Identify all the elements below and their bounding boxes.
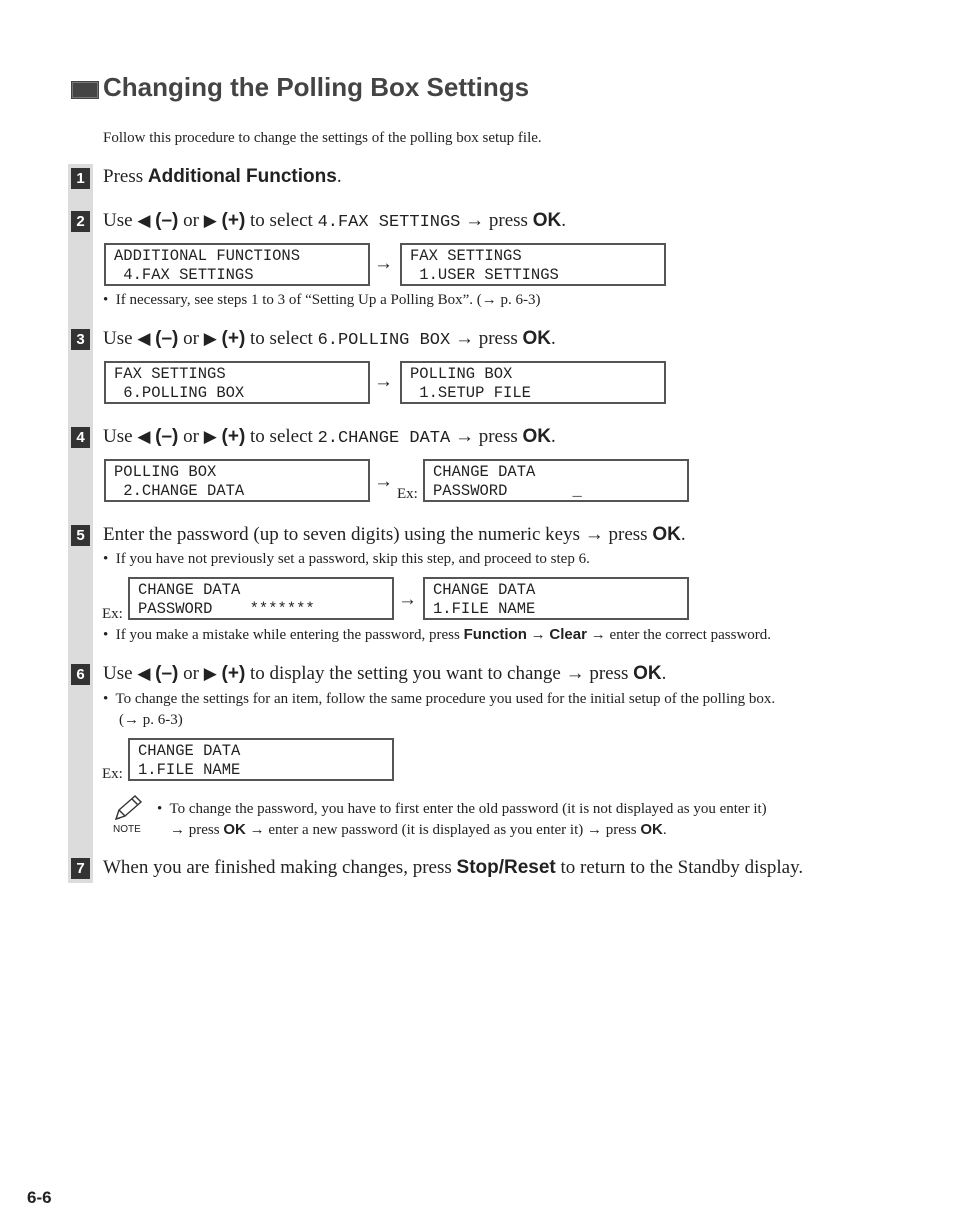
step-1-instruction: Press Additional Functions. bbox=[103, 166, 342, 187]
arrow-icon: → bbox=[374, 371, 393, 392]
lcd-display: FAX SETTINGS 1.USER SETTINGS bbox=[400, 243, 666, 286]
step-number-6: 6 bbox=[71, 664, 90, 685]
step-number-3: 3 bbox=[71, 329, 90, 350]
lcd-display: POLLING BOX 1.SETUP FILE bbox=[400, 361, 666, 404]
key-ok: OK bbox=[223, 821, 246, 838]
key-ok: OK bbox=[532, 210, 562, 231]
step-6-note-continued: (→ p. 6-3) bbox=[119, 712, 183, 728]
example-label: Ex: bbox=[102, 766, 123, 782]
step-2-instruction: Use ◀ (–) or ▶ (+) to select 4.FAX SETTINGS → press OK. bbox=[103, 210, 566, 232]
lcd-display: ADDITIONAL FUNCTIONS 4.FAX SETTINGS bbox=[104, 243, 370, 286]
menu-code: 2.CHANGE DATA bbox=[317, 429, 451, 448]
intro-text: Follow this procedure to change the settings of the polling box setup file. bbox=[103, 130, 542, 146]
triangle-left-icon: ◀ bbox=[137, 211, 151, 231]
menu-code: 4.FAX SETTINGS bbox=[317, 213, 461, 232]
triangle-right-icon: ▶ bbox=[203, 211, 217, 231]
key-function: Function bbox=[463, 626, 527, 643]
step-number-5: 5 bbox=[71, 525, 90, 546]
lcd-display: FAX SETTINGS 6.POLLING BOX bbox=[104, 361, 370, 404]
pencil-icon bbox=[110, 793, 144, 825]
example-label: Ex: bbox=[397, 486, 418, 502]
triangle-right-icon: ▶ bbox=[203, 329, 217, 349]
step-5-note-2: • If you make a mistake while entering the password, press Function → Clear → enter the correct password. bbox=[103, 626, 772, 643]
step-4-instruction: Use ◀ (–) or ▶ (+) to select 2.CHANGE DATA → press OK. bbox=[103, 426, 556, 448]
step-number-1: 1 bbox=[71, 168, 90, 189]
steps-sidebar bbox=[68, 164, 93, 883]
step-number-4: 4 bbox=[71, 427, 90, 448]
triangle-left-icon: ◀ bbox=[137, 427, 151, 447]
step-5-note-1: • If you have not previously set a password, skip this step, and proceed to step 6. bbox=[103, 551, 590, 567]
page-number: 6-6 bbox=[27, 1188, 52, 1207]
key-additional-functions: Additional Functions bbox=[147, 166, 337, 187]
step-5-instruction: Enter the password (up to seven digits) using the numeric keys → press OK. bbox=[103, 524, 686, 545]
step-6-instruction: Use ◀ (–) or ▶ (+) to display the setting you want to change → press OK. bbox=[103, 663, 667, 684]
triangle-right-icon: ▶ bbox=[203, 427, 217, 447]
lcd-display: CHANGE DATA PASSWORD ******* bbox=[128, 577, 394, 620]
key-ok: OK bbox=[652, 524, 681, 545]
triangle-left-icon: ◀ bbox=[137, 329, 151, 349]
key-clear: Clear bbox=[549, 626, 587, 643]
triangle-right-icon: ▶ bbox=[203, 664, 217, 684]
step-3-instruction: Use ◀ (–) or ▶ (+) to select 6.POLLING BOX → press OK. bbox=[103, 328, 556, 350]
key-ok: OK bbox=[640, 821, 663, 838]
note-label: NOTE bbox=[113, 824, 141, 835]
key-ok: OK bbox=[633, 663, 662, 684]
note-text-line-1: • To change the password, you have to first enter the old password (it is not displayed as you enter it) bbox=[157, 801, 767, 817]
note-text-line-2: → press OK → enter a new password (it is displayed as you enter it) → press OK. bbox=[170, 821, 667, 838]
arrow-icon: → bbox=[374, 471, 393, 492]
key-ok: OK bbox=[522, 328, 551, 349]
arrow-icon: → bbox=[398, 589, 417, 610]
lcd-display: CHANGE DATA 1.FILE NAME bbox=[423, 577, 689, 620]
menu-code: 6.POLLING BOX bbox=[317, 331, 451, 350]
triangle-left-icon: ◀ bbox=[137, 664, 151, 684]
step-6-note: • To change the settings for an item, follow the same procedure you used for the initial setup of the polling box. bbox=[103, 691, 776, 707]
arrow-icon: → bbox=[374, 253, 393, 274]
step-number-2: 2 bbox=[71, 211, 90, 232]
lcd-display: CHANGE DATA PASSWORD _ bbox=[423, 459, 689, 502]
lcd-display: CHANGE DATA 1.FILE NAME bbox=[128, 738, 394, 781]
step-number-7: 7 bbox=[71, 858, 90, 879]
lcd-display: POLLING BOX 2.CHANGE DATA bbox=[104, 459, 370, 502]
section-marker-icon bbox=[71, 81, 99, 99]
key-ok: OK bbox=[522, 426, 551, 447]
step-2-note: • If necessary, see steps 1 to 3 of “Setting Up a Polling Box”. (→ p. 6-3) bbox=[103, 292, 541, 308]
page-title: Changing the Polling Box Settings bbox=[103, 72, 530, 102]
example-label: Ex: bbox=[102, 606, 123, 622]
step-7-instruction: When you are finished making changes, press Stop/Reset to return to the Standby display. bbox=[103, 857, 804, 878]
key-stop-reset: Stop/Reset bbox=[456, 857, 556, 878]
